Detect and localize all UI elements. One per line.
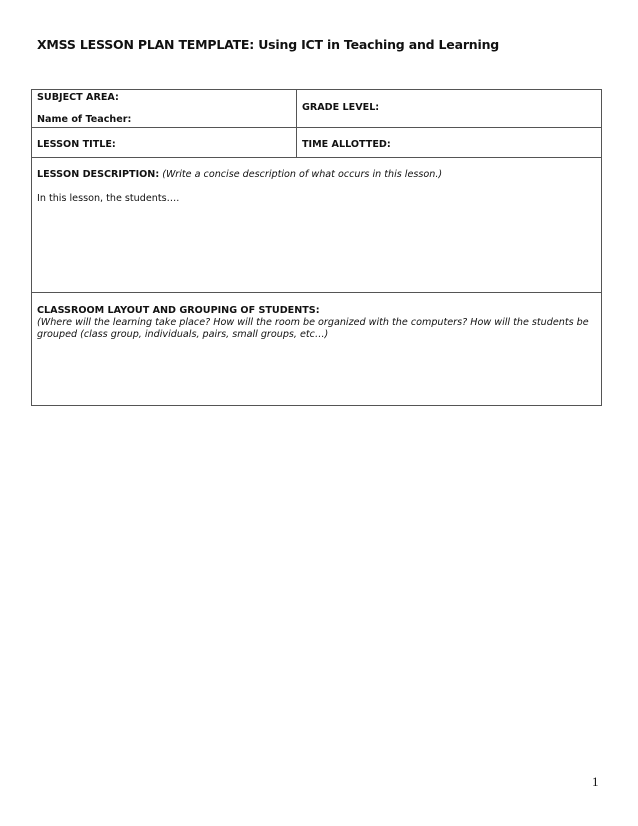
teacher-name-label: Name of Teacher:: [37, 114, 132, 125]
time-allotted-label: TIME ALLOTTED:: [302, 139, 391, 150]
lesson-description-heading: [37, 169, 442, 180]
lesson-description-text[interactable]: In this lesson, the students….: [37, 193, 180, 204]
row-divider: [31, 292, 602, 293]
classroom-layout-hint-line1: (Where will the learning take place? How will the room be organized with the computers? How will the students be: [37, 317, 589, 328]
document-title: XMSS LESSON PLAN TEMPLATE: Using ICT in Teaching and Learning: [37, 37, 500, 52]
row-divider: [31, 127, 602, 128]
lesson-title-label: LESSON TITLE:: [37, 139, 116, 150]
page-number: 1: [592, 774, 599, 789]
lesson-description-hint: (Write a concise description of what occurs in this lesson.): [162, 169, 443, 180]
classroom-layout-label: CLASSROOM LAYOUT AND GROUPING OF STUDENTS:: [37, 305, 320, 316]
subject-area-label: SUBJECT AREA:: [37, 92, 119, 103]
row-divider: [31, 157, 602, 158]
classroom-layout-hint-line2: grouped (class group, individuals, pairs, small groups, etc…): [37, 329, 329, 340]
table-border: [31, 89, 602, 406]
lesson-description-label: LESSON DESCRIPTION:: [37, 169, 160, 180]
grade-level-label: GRADE LEVEL:: [302, 102, 380, 113]
column-divider: [296, 89, 297, 157]
